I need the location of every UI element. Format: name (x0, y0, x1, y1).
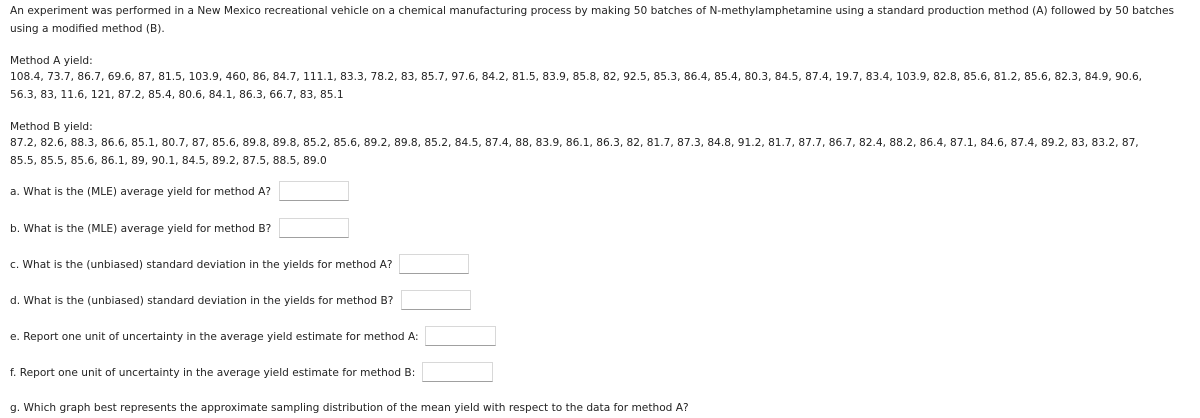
method-b-heading: Method B yield: (10, 121, 93, 133)
question-a-label: a. What is the (MLE) average yield for method A? (10, 186, 271, 198)
question-c-label: c. What is the (unbiased) standard deviation in the yields for method A? (10, 259, 393, 271)
method-a-data-line-1: 108.4, 73.7, 86.7, 69.6, 87, 81.5, 103.9, 460, 86, 84.7, 111.1, 83.3, 78.2, 83, 85.7, 97.6, 84.2, 81.5, 83.9, 85.8, 82, 92.5, 85.3, 86.4, 85.4, 80.3, 84.5, 87.4, 19.7, 83.4, 103.9, 82.8, 85.6, 81.2, 85.6, 82.3, 84.9, 90.6, (10, 71, 1143, 83)
question-f-label: f. Report one unit of uncertainty in the average yield estimate for method B: (10, 367, 416, 379)
method-a-data-line-2: 56.3, 83, 11.6, 121, 87.2, 85.4, 80.6, 84.1, 86.3, 66.7, 83, 85.1 (10, 89, 344, 101)
question-e-label: e. Report one unit of uncertainty in the average yield estimate for method A: (10, 331, 419, 343)
question-d-label: d. What is the (unbiased) standard deviation in the yields for method B? (10, 295, 394, 307)
answer-d-input[interactable] (401, 290, 471, 310)
intro-line-1: An experiment was performed in a New Mexico recreational vehicle on a chemical manufacturing process by making 50 batches of N-methylamphetamine using a standard production method (A) followed by 50 batches (10, 5, 1175, 17)
answer-e-input[interactable] (425, 326, 496, 346)
method-b-data-line-1: 87.2, 82.6, 88.3, 86.6, 85.1, 80.7, 87, 85.6, 89.8, 89.8, 85.2, 85.6, 89.2, 89.8, 85.2, 84.5, 87.4, 88, 83.9, 86.1, 86.3, 82, 81.7, 87.3, 84.8, 91.2, 81.7, 87.7, 86.7, 82.4, 88.2, 86.4, 87.1, 84.6, 87.4, 89.2, 83, 83.2, 87, (10, 137, 1139, 149)
method-a-heading: Method A yield: (10, 55, 93, 67)
answer-a-input[interactable] (279, 181, 349, 201)
answer-f-input[interactable] (422, 362, 493, 382)
question-b-label: b. What is the (MLE) average yield for method B? (10, 223, 272, 235)
intro-line-2: using a modified method (B). (10, 23, 165, 35)
question-g-label: g. Which graph best represents the approximate sampling distribution of the mean yield with respect to the data for method A? (10, 402, 689, 414)
answer-b-input[interactable] (279, 218, 349, 238)
method-b-data-line-2: 85.5, 85.5, 85.6, 86.1, 89, 90.1, 84.5, 89.2, 87.5, 88.5, 89.0 (10, 155, 327, 167)
answer-c-input[interactable] (399, 254, 469, 274)
